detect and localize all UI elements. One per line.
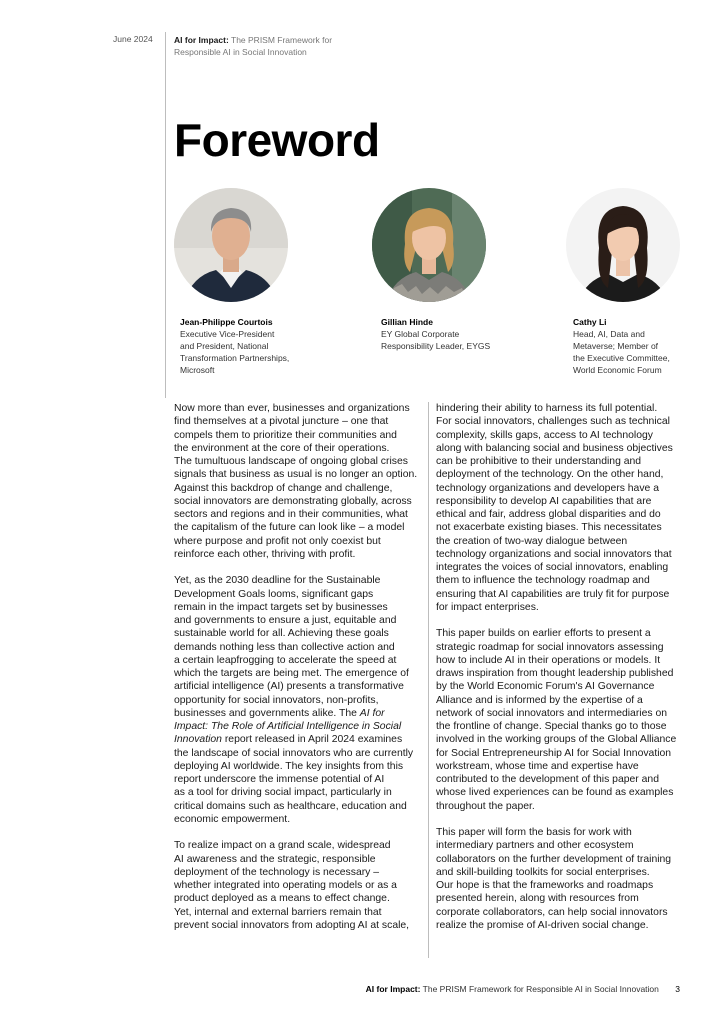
paragraph: To realize impact on a grand scale, widespread AI awareness and the strategic, responsible deployment of the technology is necessary – whether integrated into operating models or as a product deployed as a means to effect change. Yet, internal and external barriers remain that prevent social innovators from adopting AI at scale, bbox=[174, 840, 410, 931]
person-role: Head, AI, Data and Metaverse; Member of the Executive Committee, World Economic Forum bbox=[573, 329, 670, 375]
portrait-hinde bbox=[372, 188, 486, 302]
paragraph: hindering their ability to harness its full potential. For social innovators, challenges such as technical complexity, skills gaps, access to AI technology along with balancing social and business objectives can be prohibitive to their understanding and deployment of the technology. On the other hand, technology organizations and developers have a responsibility to develop AI capabilities that are ethical and fair, address global disparities and do not exacerbate existing biases. This necessitates the creation of two-way dialogue between technology organizations and social innovators that integrates the voices of social innovators, enabling them to influence the technology roadmap and ensuring that AI capabilities are truly fit for purpose for impact enterprises. bbox=[436, 403, 673, 613]
person-courtois bbox=[180, 316, 310, 376]
portrait-li-image bbox=[566, 188, 680, 302]
left-text-column bbox=[174, 402, 418, 932]
paragraph-text: Yet, as the 2030 deadline for the Sustainable Development Goals looms, significant gaps remain in the impact targets set by businesses and governments to ensure a just, equitable and sustainable world for all. Achieving these goals demands nothing less than collective action and a certain leapfrogging to accelerate the speed at which the targets are being met. The emergence of artificial intelligence (AI) presents a transformative opportunity for social innovators, non-profits, businesses and governments alike. The bbox=[174, 575, 409, 719]
footer-title-bold: AI for Impact: bbox=[365, 984, 421, 994]
person-hinde bbox=[381, 316, 521, 352]
column-divider bbox=[428, 402, 429, 958]
header-title-rest: The PRISM Framework for Responsible AI in Social Innovation bbox=[174, 35, 333, 57]
person-li bbox=[573, 316, 703, 376]
header-title-bold: AI for Impact: bbox=[174, 35, 229, 45]
portrait-hinde-image bbox=[372, 188, 486, 302]
footer-title-rest: The PRISM Framework for Responsible AI in Social Innovation bbox=[422, 984, 659, 994]
footer bbox=[366, 984, 680, 994]
report-title-italic: AI for Impact: The Role of Artificial Intelligence in Social Innovation bbox=[174, 707, 402, 746]
margin-divider bbox=[165, 32, 166, 398]
person-name: Jean-Philippe Courtois bbox=[180, 317, 273, 327]
header-date: June 2024 bbox=[113, 34, 153, 44]
portrait-courtois-image bbox=[174, 188, 288, 302]
right-text-column bbox=[436, 402, 680, 932]
person-name: Gillian Hinde bbox=[381, 317, 433, 327]
paragraph bbox=[174, 574, 418, 826]
portrait-li bbox=[566, 188, 680, 302]
paragraph: Now more than ever, businesses and organizations find themselves at a pivotal juncture – one that compels them to prioritize their communities and the environment at the core of their operations. The tumultuous landscape of ongoing global crises signals that business as usual is no longer an option. Against this backdrop of change and challenge, social innovators are demonstrating globally, across sectors and regions and in their communities, what the capitalism of the future can look like – a model where purpose and profit not only coexist but reinforce each other, thriving with profit. bbox=[174, 403, 418, 560]
paragraph: This paper builds on earlier efforts to present a strategic roadmap for social innovators assessing how to include AI in their operations or models. It draws inspiration from thought leadership published by the World Economic Forum's AI Governance Alliance and is informed by the expertise of a network of social innovators and intermediaries on the frontline of change. Special thanks go to those involved in the working groups of the Global Alliance for Social Entrepreneurship AI for Social Innovation workstream, whose time and expertise have contributed to the development of this paper and whose lived experiences can be found as examples throughout the paper. bbox=[436, 628, 677, 812]
page-number: 3 bbox=[675, 984, 680, 994]
paragraph: This paper will form the basis for work with intermediary partners and other ecosystem collaborators on the further development of training and skill-building toolkits for social enterprises. Our hope is that the frameworks and roadmaps presented herein, along with resources from corporate collaborators, can help social innovators realize the promise of AI-driven social change. bbox=[436, 827, 672, 931]
person-name: Cathy Li bbox=[573, 317, 607, 327]
paragraph-text: report released in April 2024 examines the landscape of social innovators who are currently deploying AI worldwide. The key insights from this report underscore the immense potential of AI as a tool for driving social impact, particularly in critical domains such as healthcare, education and economic empowerment. bbox=[174, 734, 414, 825]
portrait-courtois bbox=[174, 188, 288, 302]
header-title bbox=[174, 34, 374, 58]
page-title: Foreword bbox=[174, 114, 380, 166]
person-role: Executive Vice-President and President, National Transformation Partnerships, Microsoft bbox=[180, 329, 290, 375]
person-role: EY Global Corporate Responsibility Leader, EYGS bbox=[381, 329, 491, 351]
